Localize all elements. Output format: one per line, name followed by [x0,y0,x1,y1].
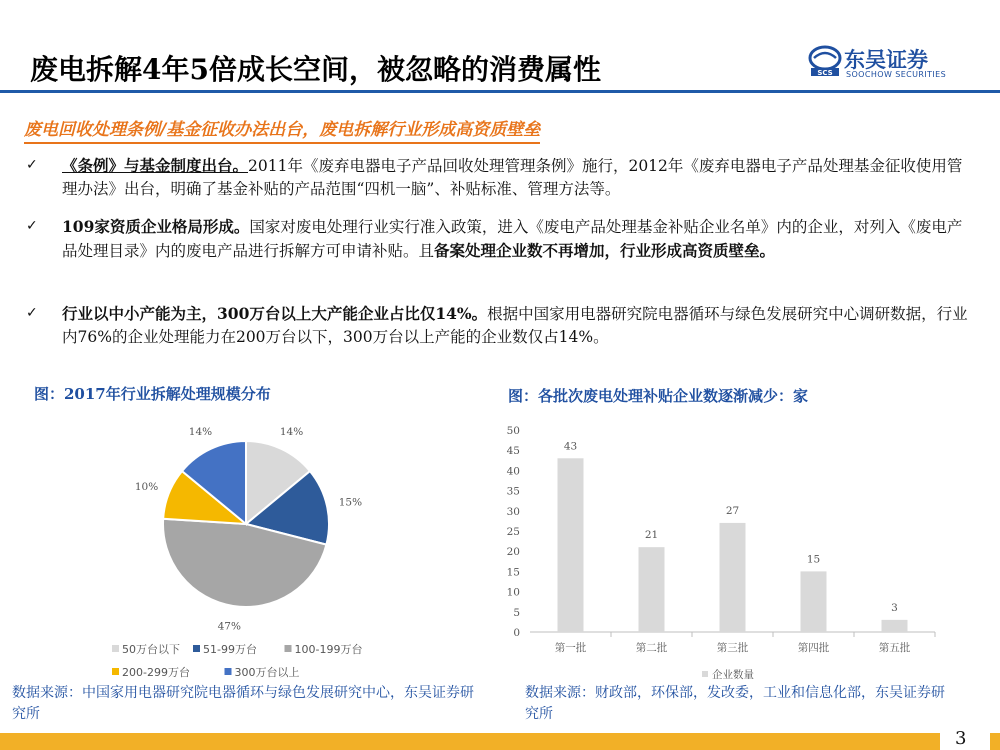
legend-swatch [193,645,200,652]
page-number: 3 [955,728,967,749]
y-tick-label: 0 [513,627,520,639]
bar [558,458,584,632]
y-tick-label: 15 [506,566,520,579]
figure-left-source: 数据来源：中国家用电器研究院电器循环与绿色发展研究中心，东吴证券研究所 [12,685,474,722]
y-tick-label: 35 [506,485,520,498]
x-tick-label: 第二批 [635,642,668,654]
x-tick-label: 第五批 [878,642,911,654]
bar-value-label: 21 [644,529,659,542]
pie-value-label: 15% [338,496,363,509]
legend-swatch [112,668,119,675]
pie-value-label: 14% [279,425,304,438]
legend-swatch [112,645,119,652]
footer-bar [0,733,1000,750]
bullet-text: 2011年《废弃电器电子产品回收处理管理条例》施行，2012年《废弃电器电子产品处理基金征收使用管理办法》出台，明确了基金补贴的产品范围“四机一脑”、补贴标准、管理方法等。 [62,157,963,198]
bar [882,620,908,632]
y-tick-label: 45 [506,445,520,458]
y-tick-label: 10 [506,586,520,599]
pie-chart [0,410,480,685]
figure-right-source: 数据来源：财政部，环保部，发改委，工业和信息化部，东吴证券研究所 [525,685,945,722]
figure-right-title: 图：各批次废电处理补贴企业数逐渐减少：家 [508,387,809,405]
bar-value-label: 3 [891,601,898,614]
pie-value-label: 14% [188,425,213,438]
header-divider [0,90,1000,93]
logo-subtitle: SOOCHOW SECURITIES [846,70,947,79]
x-tick-label: 第四批 [797,642,830,654]
bullet-text: 根据中国家用电器研究院电器循环与绿色发展研究中心调研数据，行业内76%的企业处理能力在200万台以下，300万台以上产能的企业数仅占14%。 [62,305,968,346]
checkmark-icon: ✓ [26,218,38,234]
section-title: 废电回收处理条例/基金征收办法出台，废电拆解行业形成高资质壁垒 [24,115,540,144]
bar-chart [490,415,950,685]
x-tick-label: 第三批 [716,642,749,654]
legend-swatch [285,645,292,652]
bullet-lead: 行业以中小产能为主，300万台以上大产能企业占比仅14%。 [62,304,488,323]
legend-label: 51-99万台 [203,643,257,656]
bar-value-label: 27 [725,504,740,517]
bullet-2 [26,215,976,263]
legend-label: 100-199万台 [294,643,363,656]
bullet-1 [26,154,976,201]
x-tick-label: 第一批 [554,642,587,654]
legend-label: 200-299万台 [122,666,190,679]
y-tick-label: 40 [506,465,520,478]
bullet-3 [26,302,976,349]
legend-swatch [702,671,708,677]
pie-value-label: 47% [217,620,241,633]
legend-swatch [225,668,232,675]
y-tick-label: 50 [506,425,520,437]
logo-mark-text: SCS [817,69,833,77]
y-tick-label: 20 [506,546,520,559]
bullet-text: 国家对废电处理行业实行准入政策，进入《废电产品处理基金补贴企业名单》内的企业，对列入《废电产品处理目录》内的废电产品进行拆解方可申请补贴。且 [62,218,963,260]
checkmark-icon: ✓ [26,305,38,321]
y-tick-label: 25 [506,526,520,538]
bar [720,523,746,632]
bullet-tail: 备案处理企业数不再增加，行业形成高资质壁垒。 [434,241,776,260]
bar [639,547,665,632]
y-tick-label: 30 [506,505,520,518]
checkmark-icon: ✓ [26,157,38,173]
legend-label: 50万台以下 [122,643,180,656]
logo-name: 东吴证券 [844,48,928,72]
company-logo-icon [808,44,842,78]
legend-label: 300万台以上 [234,666,300,679]
bar [801,571,827,632]
bar-value-label: 43 [563,440,578,453]
page-title: 废电拆解4年5倍成长空间，被忽略的消费属性 [30,53,601,86]
y-tick-label: 5 [513,606,520,619]
bar-value-label: 15 [806,553,821,566]
figure-left-title: 图：2017年行业拆解处理规模分布 [34,385,271,403]
bullet-lead: 《条例》与基金制度出台。 [62,156,249,175]
legend-label: 企业数量 [712,669,754,681]
pie-value-label: 10% [134,481,159,494]
bullet-lead: 109家资质企业格局形成。 [62,217,250,236]
